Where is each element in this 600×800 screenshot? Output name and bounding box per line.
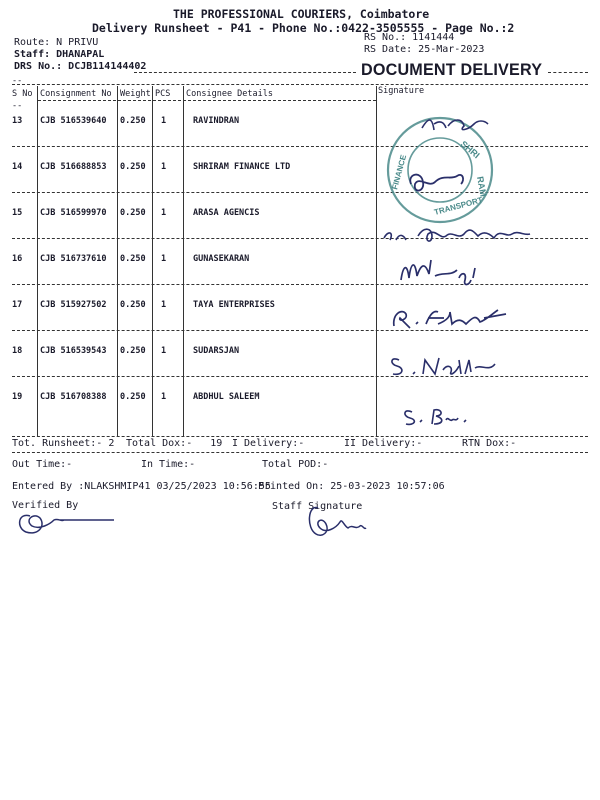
row-divider bbox=[12, 192, 588, 193]
col-weight: Weight bbox=[120, 89, 151, 99]
printed-on: Printed On: 25-03-2023 10:57:06 bbox=[258, 481, 445, 492]
row-consignment-no: CJB 516708388 bbox=[40, 392, 107, 402]
col-consignee: Consignee Details bbox=[186, 89, 273, 99]
col-divider bbox=[37, 86, 38, 436]
col-pcs: PCS bbox=[155, 89, 171, 99]
row-consignment-no: CJB 515927502 bbox=[40, 300, 107, 310]
dash-mark: -- bbox=[12, 76, 23, 86]
row-consignee: SUDARSJAN bbox=[193, 346, 240, 356]
in-time: In Time:- bbox=[141, 459, 196, 470]
col-divider bbox=[376, 86, 377, 436]
col-signature: Signature bbox=[378, 86, 425, 96]
svg-text:RAM: RAM bbox=[475, 175, 489, 198]
row-weight: 0.250 bbox=[120, 162, 146, 172]
row-weight: 0.250 bbox=[120, 254, 146, 264]
header-divider-right bbox=[548, 72, 588, 73]
signature-row-16 bbox=[395, 252, 485, 292]
document-delivery-stamp: DOCUMENT DELIVERY bbox=[361, 60, 543, 79]
rs-date: RS Date: 25-Mar-2023 bbox=[364, 44, 485, 55]
out-time: Out Time:- bbox=[12, 459, 73, 470]
row-pcs: 1 bbox=[161, 346, 167, 356]
row-consignment-no: CJB 516539640 bbox=[40, 116, 107, 126]
header-bottom-rule bbox=[38, 100, 376, 101]
row-consignment-no: CJB 516599970 bbox=[40, 208, 107, 218]
signature-row-19 bbox=[398, 400, 478, 430]
signature-row-14 bbox=[405, 162, 475, 202]
row-sno: 14 bbox=[12, 162, 23, 172]
row-weight: 0.250 bbox=[120, 346, 146, 356]
svg-text:SHRI: SHRI bbox=[458, 138, 482, 161]
signature-row-15 bbox=[380, 218, 540, 252]
row-pcs: 1 bbox=[161, 300, 167, 310]
row-consignment-no: CJB 516539543 bbox=[40, 346, 107, 356]
runsheet-title: Delivery Runsheet - P41 - Phone No.:0422-3505555 - Page No.:2 bbox=[92, 21, 515, 35]
row-pcs: 1 bbox=[161, 116, 167, 126]
col-divider bbox=[152, 86, 153, 436]
dash-mark: -- bbox=[12, 101, 23, 111]
row-consignee: RAVINDRAN bbox=[193, 116, 240, 126]
verified-by-label: Verified By bbox=[12, 500, 79, 511]
total-pod: Total POD:- bbox=[262, 459, 329, 470]
i-delivery: I Delivery:- bbox=[232, 438, 305, 449]
header-divider bbox=[134, 72, 356, 73]
row-sno: 17 bbox=[12, 300, 23, 310]
col-divider bbox=[117, 86, 118, 436]
row-consignee: ARASA AGENCIS bbox=[193, 208, 260, 218]
entered-by: Entered By :NLAKSHMIP41 03/25/2023 10:56:55 bbox=[12, 481, 271, 492]
ii-delivery: II Delivery:- bbox=[344, 438, 423, 449]
row-sno: 19 bbox=[12, 392, 23, 402]
row-sno: 18 bbox=[12, 346, 23, 356]
col-divider bbox=[183, 86, 184, 436]
staff-signature bbox=[300, 498, 380, 542]
row-sno: 16 bbox=[12, 254, 23, 264]
row-divider bbox=[12, 146, 588, 147]
drs-number: DRS No.: DCJB114144402 bbox=[14, 61, 147, 72]
rtn-dox: RTN Dox:- bbox=[462, 438, 517, 449]
row-weight: 0.250 bbox=[120, 208, 146, 218]
signature-row-18 bbox=[385, 350, 505, 380]
route-label: Route: N PRIVU bbox=[14, 37, 99, 48]
signature-row-17 bbox=[388, 300, 518, 336]
summary-rule bbox=[12, 452, 588, 453]
row-pcs: 1 bbox=[161, 392, 167, 402]
row-pcs: 1 bbox=[161, 162, 167, 172]
row-sno: 13 bbox=[12, 116, 23, 126]
row-divider bbox=[12, 284, 588, 285]
svg-text:TRANSPORT: TRANSPORT bbox=[433, 195, 484, 217]
total-dox: Total Dox:- 19 bbox=[126, 438, 223, 449]
row-consignee: GUNASEKARAN bbox=[193, 254, 250, 264]
row-pcs: 1 bbox=[161, 208, 167, 218]
row-sno: 15 bbox=[12, 208, 23, 218]
row-weight: 0.250 bbox=[120, 392, 146, 402]
row-consignee: SHRIRAM FINANCE LTD bbox=[193, 162, 291, 172]
company-title: THE PROFESSIONAL COURIERS, Coimbatore bbox=[173, 7, 430, 21]
row-consignee: ABDHUL SALEEM bbox=[193, 392, 260, 402]
svg-text:FINANCE: FINANCE bbox=[390, 153, 409, 191]
row-weight: 0.250 bbox=[120, 300, 146, 310]
staff-signature-label: Staff Signature bbox=[272, 501, 363, 512]
row-weight: 0.250 bbox=[120, 116, 146, 126]
verified-by-signature bbox=[10, 500, 120, 540]
col-sno: S No bbox=[12, 89, 33, 99]
row-consignment-no: CJB 516737610 bbox=[40, 254, 107, 264]
table-top-rule bbox=[12, 84, 588, 85]
row-consignment-no: CJB 516688853 bbox=[40, 162, 107, 172]
tot-runsheet: Tot. Runsheet:- 2 bbox=[12, 438, 115, 449]
staff-label: Staff: DHANAPAL bbox=[14, 49, 105, 60]
col-consignment: Consignment No bbox=[40, 89, 112, 99]
signature-row-13 bbox=[418, 110, 498, 140]
row-consignee: TAYA ENTERPRISES bbox=[193, 300, 275, 310]
table-bottom-rule bbox=[12, 436, 588, 437]
rs-number: RS No.: 1141444 bbox=[364, 32, 455, 43]
row-pcs: 1 bbox=[161, 254, 167, 264]
